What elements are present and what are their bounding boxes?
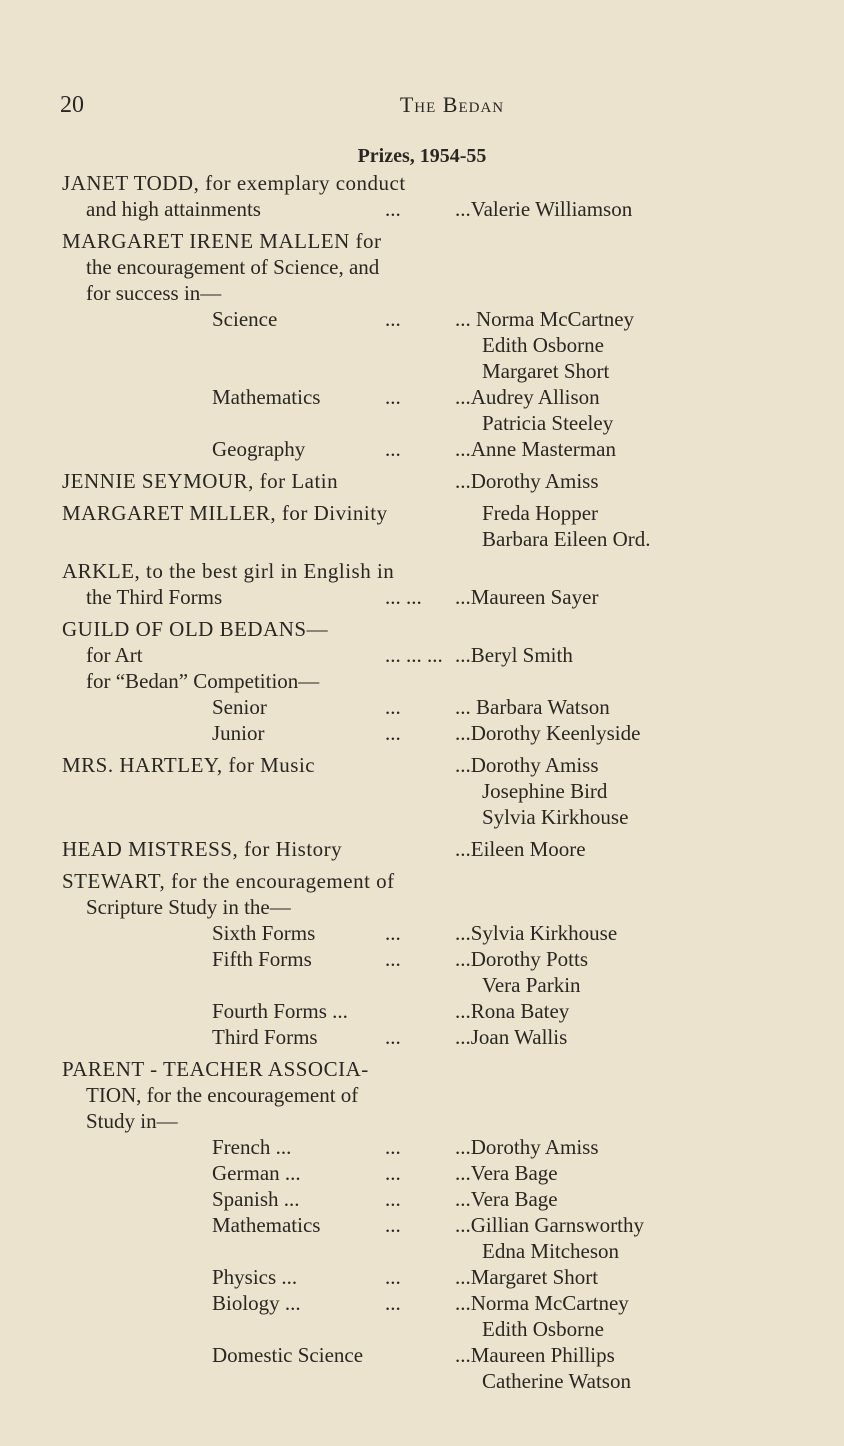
- subject-label: Fourth Forms ...: [212, 999, 348, 1023]
- prize-line: [0, 804, 844, 830]
- running-title: The Bedan: [399, 92, 505, 117]
- winner-name: Catherine Watson: [482, 1369, 631, 1393]
- leader-dots: ...: [385, 1135, 401, 1159]
- prize-line: [0, 836, 844, 862]
- prize-name: ARKLE, to the best girl in English in: [62, 559, 395, 583]
- subject-label: Senior: [212, 695, 267, 719]
- winner-name: Margaret Short: [482, 359, 610, 383]
- prize-name: MARGARET IRENE MALLEN for: [62, 229, 382, 253]
- subject-label: French ...: [212, 1135, 292, 1159]
- leader-dots: ...: [385, 1025, 401, 1049]
- prize-name: JENNIE SEYMOUR, for Latin: [62, 469, 339, 493]
- prize-line: [0, 384, 844, 410]
- winner-name: ... Barbara Watson: [455, 695, 610, 719]
- prize-description: the Third Forms: [86, 585, 223, 609]
- prize-line: [0, 1056, 844, 1082]
- leader-dots: ...: [385, 307, 401, 331]
- leader-dots: ...: [385, 1265, 401, 1289]
- winner-name: ...Dorothy Amiss: [455, 469, 599, 493]
- leader-dots: ...: [385, 1213, 401, 1237]
- winner-name: Vera Parkin: [482, 973, 581, 997]
- prize-line: [0, 668, 844, 694]
- prize-description: for Art: [86, 643, 143, 667]
- prize-name: STEWART, for the encouragement of: [62, 869, 395, 893]
- winner-name: ...Maureen Phillips: [455, 1343, 615, 1367]
- prize-line: [0, 332, 844, 358]
- winner-name: Sylvia Kirkhouse: [482, 805, 629, 829]
- prize-line: [0, 642, 844, 668]
- prize-line: [0, 500, 844, 526]
- prize-line: [0, 868, 844, 894]
- winner-name: ...Dorothy Keenlyside: [455, 721, 641, 745]
- leader-dots: ...: [385, 1161, 401, 1185]
- leader-dots: ...: [385, 947, 401, 971]
- prize-line: [0, 358, 844, 384]
- winner-name: ...Valerie Williamson: [455, 197, 633, 221]
- subject-label: Mathematics: [212, 385, 321, 409]
- leader-dots: ...: [385, 721, 401, 745]
- page-number: 20: [60, 92, 84, 118]
- prize-line: [0, 1160, 844, 1186]
- prize-line: [0, 170, 844, 196]
- subject-label: Third Forms: [212, 1025, 318, 1049]
- leader-dots: ... ...: [385, 585, 422, 609]
- prize-description: and high attainments: [86, 197, 261, 221]
- winner-name: ...Audrey Allison: [455, 385, 600, 409]
- subject-label: German ...: [212, 1161, 301, 1185]
- prize-line: [0, 694, 844, 720]
- prize-description: Study in—: [86, 1109, 178, 1133]
- subject-label: Junior: [212, 721, 265, 745]
- leader-dots: ...: [385, 197, 401, 221]
- prize-line: [0, 558, 844, 584]
- prize-line: [0, 720, 844, 746]
- prize-description: TION, for the encouragement of: [86, 1083, 359, 1107]
- prize-line: [0, 1024, 844, 1050]
- winner-name: ...Anne Masterman: [455, 437, 616, 461]
- prize-line: [0, 1212, 844, 1238]
- prize-line: [0, 1108, 844, 1134]
- winner-name: Patricia Steeley: [482, 411, 614, 435]
- winner-name: ...Dorothy Potts: [455, 947, 589, 971]
- subject-label: Domestic Science: [212, 1343, 364, 1367]
- prize-description: for success in—: [86, 281, 222, 305]
- winner-name: Freda Hopper: [482, 501, 599, 525]
- winner-name: ...Margaret Short: [455, 1265, 599, 1289]
- winner-name: ...Norma McCartney: [455, 1291, 629, 1315]
- prize-name: HEAD MISTRESS, for History: [62, 837, 343, 861]
- prize-line: [0, 436, 844, 462]
- prize-list: [0, 170, 844, 1394]
- prize-line: [0, 998, 844, 1024]
- prize-description: Scripture Study in the—: [86, 895, 291, 919]
- page-header: [60, 92, 784, 122]
- winner-name: ...Sylvia Kirkhouse: [455, 921, 618, 945]
- winner-name: ...Beryl Smith: [455, 643, 573, 667]
- prize-line: [0, 584, 844, 610]
- prize-description: for “Bedan” Competition—: [86, 669, 320, 693]
- subject-label: Sixth Forms: [212, 921, 316, 945]
- winner-name: ...Eileen Moore: [455, 837, 586, 861]
- prize-line: [0, 254, 844, 280]
- subject-label: Fifth Forms: [212, 947, 312, 971]
- prize-line: [0, 306, 844, 332]
- winner-name: ...Maureen Sayer: [455, 585, 599, 609]
- prize-line: [0, 1238, 844, 1264]
- subject-label: Spanish ...: [212, 1187, 300, 1211]
- winner-name: ... Norma McCartney: [455, 307, 635, 331]
- subject-label: Biology ...: [212, 1291, 301, 1315]
- prize-name: MARGARET MILLER, for Divinity: [62, 501, 388, 525]
- section-heading: Prizes, 1954-55: [357, 145, 487, 167]
- leader-dots: ...: [385, 1291, 401, 1315]
- prize-line: [0, 616, 844, 642]
- prize-name: JANET TODD, for exemplary conduct: [62, 171, 406, 195]
- subject-label: Science: [212, 307, 278, 331]
- winner-name: ...Vera Bage: [455, 1187, 558, 1211]
- leader-dots: ...: [385, 385, 401, 409]
- winner-name: ...Dorothy Amiss: [455, 1135, 599, 1159]
- prize-line: [0, 946, 844, 972]
- prize-name: PARENT - TEACHER ASSOCIA-: [62, 1057, 369, 1081]
- prize-line: [0, 778, 844, 804]
- winner-name: ...Dorothy Amiss: [455, 753, 599, 777]
- subject-label: Geography: [212, 437, 306, 461]
- prize-line: [0, 920, 844, 946]
- leader-dots: ...: [385, 437, 401, 461]
- winner-name: ...Vera Bage: [455, 1161, 558, 1185]
- prize-line: [0, 1082, 844, 1108]
- prize-line: [0, 526, 844, 552]
- leader-dots: ...: [385, 921, 401, 945]
- leader-dots: ...: [385, 695, 401, 719]
- prize-line: [0, 1186, 844, 1212]
- prize-line: [0, 1134, 844, 1160]
- prize-line: [0, 280, 844, 306]
- subject-label: Mathematics: [212, 1213, 321, 1237]
- prize-line: [0, 1290, 844, 1316]
- prize-name: MRS. HARTLEY, for Music: [62, 753, 316, 777]
- subject-label: Physics ...: [212, 1265, 298, 1289]
- winner-name: Edna Mitcheson: [482, 1239, 620, 1263]
- prize-line: [0, 752, 844, 778]
- prize-name: GUILD OF OLD BEDANS—: [62, 617, 329, 641]
- prize-line: [0, 1264, 844, 1290]
- winner-name: Edith Osborne: [482, 1317, 604, 1341]
- winner-name: ...Gillian Garnsworthy: [455, 1213, 644, 1237]
- prize-line: [0, 1342, 844, 1368]
- winner-name: Edith Osborne: [482, 333, 604, 357]
- prize-line: [0, 468, 844, 494]
- winner-name: Barbara Eileen Ord.: [482, 527, 651, 551]
- winner-name: Josephine Bird: [482, 779, 608, 803]
- prize-line: [0, 196, 844, 222]
- prize-line: [0, 1316, 844, 1342]
- winner-name: ...Joan Wallis: [455, 1025, 568, 1049]
- prize-description: the encouragement of Science, and: [86, 255, 380, 279]
- prize-line: [0, 1368, 844, 1394]
- leader-dots: ...: [385, 1187, 401, 1211]
- prize-line: [0, 972, 844, 998]
- winner-name: ...Rona Batey: [455, 999, 570, 1023]
- leader-dots: ... ... ...: [385, 643, 443, 667]
- prize-line: [0, 410, 844, 436]
- prize-line: [0, 894, 844, 920]
- prize-line: [0, 228, 844, 254]
